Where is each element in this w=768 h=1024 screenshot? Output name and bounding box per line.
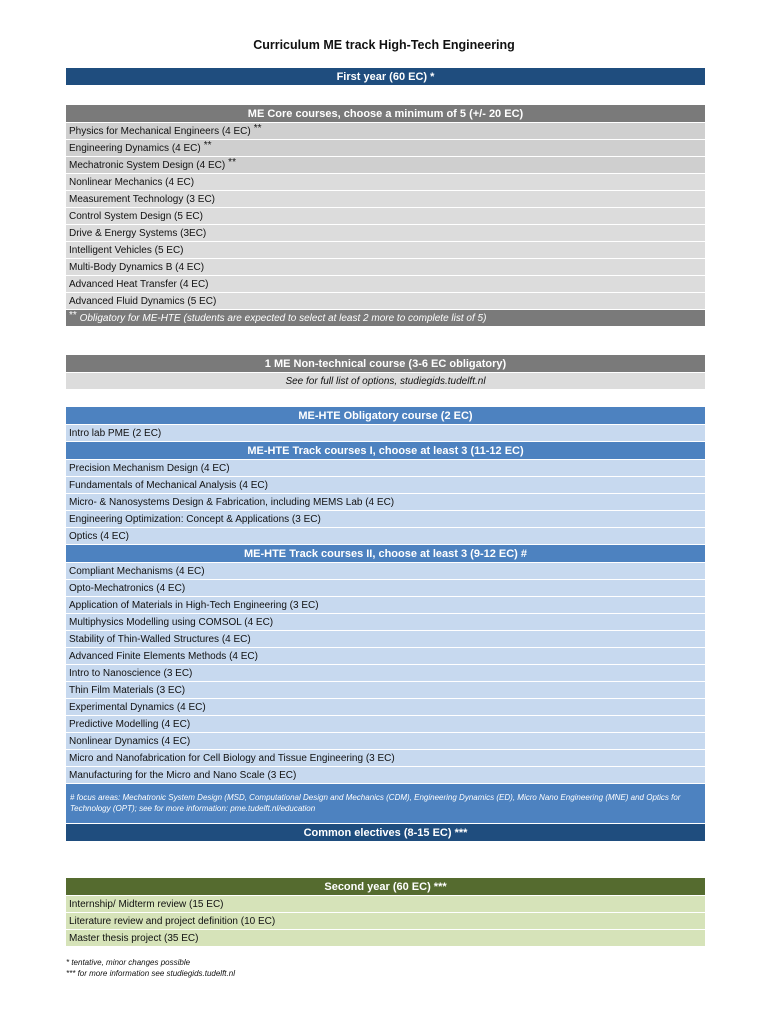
nontech-note: See for full list of options, studiegids.tudelft.nl bbox=[66, 373, 705, 390]
core-course-row bbox=[66, 140, 705, 157]
obligatory-header: ME-HTE Obligatory course (2 EC) bbox=[66, 407, 705, 425]
track2-course-row: Stability of Thin-Walled Structures (4 EC) bbox=[66, 631, 705, 648]
track2-course-row: Opto-Mechatronics (4 EC) bbox=[66, 580, 705, 597]
note-mark: ** bbox=[69, 310, 77, 321]
core-course-row bbox=[66, 157, 705, 174]
footnote-tentative: * tentative, minor changes possible bbox=[66, 958, 191, 967]
track1-course-row: Fundamentals of Mechanical Analysis (4 EC) bbox=[66, 477, 705, 494]
track1-course-row: Optics (4 EC) bbox=[66, 528, 705, 545]
obligatory-course-row: Intro lab PME (2 EC) bbox=[66, 425, 705, 442]
track2-course-row: Predictive Modelling (4 EC) bbox=[66, 716, 705, 733]
track2-course-row: Experimental Dynamics (4 EC) bbox=[66, 699, 705, 716]
nontech-header: 1 ME Non-technical course (3-6 EC obligatory) bbox=[66, 355, 705, 373]
core-course-row: Advanced Heat Transfer (4 EC) bbox=[66, 276, 705, 293]
core-course-row: Nonlinear Mechanics (4 EC) bbox=[66, 174, 705, 191]
track2-course-row: Advanced Finite Elements Methods (4 EC) bbox=[66, 648, 705, 665]
first-year-section bbox=[66, 68, 705, 86]
course-label: Engineering Dynamics (4 EC) bbox=[69, 143, 201, 154]
core-course-row: Multi-Body Dynamics B (4 EC) bbox=[66, 259, 705, 276]
footnote-info: *** for more information see studiegids.tudelft.nl bbox=[66, 969, 235, 978]
course-label: Mechatronic System Design (4 EC) bbox=[69, 160, 226, 171]
core-note bbox=[66, 310, 705, 327]
track2-course-row: Micro and Nanofabrication for Cell Biology and Tissue Engineering (3 EC) bbox=[66, 750, 705, 767]
hte-section bbox=[66, 407, 705, 842]
track1-header: ME-HTE Track courses I, choose at least 3 (11-12 EC) bbox=[66, 442, 705, 460]
core-courses-header: ME Core courses, choose a minimum of 5 (+/- 20 EC) bbox=[66, 105, 705, 123]
course-label: Physics for Mechanical Engineers (4 EC) bbox=[69, 126, 251, 137]
core-courses-section bbox=[66, 105, 705, 327]
core-course-row: Measurement Technology (3 EC) bbox=[66, 191, 705, 208]
core-course-row: Control System Design (5 EC) bbox=[66, 208, 705, 225]
track2-course-row: Multiphysics Modelling using COMSOL (4 EC) bbox=[66, 614, 705, 631]
obligatory-mark: ** bbox=[228, 157, 236, 168]
first-year-header: First year (60 EC) * bbox=[66, 68, 705, 86]
track2-course-row: Manufacturing for the Micro and Nano Scale (3 EC) bbox=[66, 767, 705, 784]
track2-course-row: Nonlinear Dynamics (4 EC) bbox=[66, 733, 705, 750]
obligatory-mark: ** bbox=[253, 123, 262, 134]
core-course-row: Intelligent Vehicles (5 EC) bbox=[66, 242, 705, 259]
core-course-row: Drive & Energy Systems (3EC) bbox=[66, 225, 705, 242]
second-year-header: Second year (60 EC) *** bbox=[66, 878, 705, 896]
track2-header: ME-HTE Track courses II, choose at least 3 (9-12 EC) # bbox=[66, 545, 705, 563]
nontech-section bbox=[66, 355, 705, 390]
focus-areas-note: # focus areas: Mechatronic System Design (MSD, Computational Design and Mechanics (CDM), Engineering Dynamics (ED), Micro Nano Engineering (MNE) and Optics for Technology (OPT); see for more information: pme.tudelft.nl/education bbox=[66, 784, 705, 824]
second-year-row: Master thesis project (35 EC) bbox=[66, 930, 705, 947]
track1-course-row: Precision Mechanism Design (4 EC) bbox=[66, 460, 705, 477]
track2-course-row: Application of Materials in High-Tech Engineering (3 EC) bbox=[66, 597, 705, 614]
track2-course-row: Thin Film Materials (3 EC) bbox=[66, 682, 705, 699]
second-year-row: Literature review and project definition (10 EC) bbox=[66, 913, 705, 930]
page-title: Curriculum ME track High-Tech Engineering bbox=[253, 38, 515, 52]
second-year-row: Internship/ Midterm review (15 EC) bbox=[66, 896, 705, 913]
second-year-section bbox=[66, 878, 705, 947]
track2-course-row: Compliant Mechanisms (4 EC) bbox=[66, 563, 705, 580]
track1-course-row: Micro- & Nanosystems Design & Fabrication, including MEMS Lab (4 EC) bbox=[66, 494, 705, 511]
obligatory-mark: ** bbox=[203, 140, 212, 151]
core-note-text: Obligatory for ME-HTE (students are expected to select at least 2 more to complete list of 5) bbox=[79, 313, 487, 324]
track2-course-row: Intro to Nanoscience (3 EC) bbox=[66, 665, 705, 682]
common-electives-header: Common electives (8-15 EC) *** bbox=[66, 824, 705, 842]
core-course-row: Advanced Fluid Dynamics (5 EC) bbox=[66, 293, 705, 310]
core-course-row bbox=[66, 123, 705, 140]
track1-course-row: Engineering Optimization: Concept & Applications (3 EC) bbox=[66, 511, 705, 528]
